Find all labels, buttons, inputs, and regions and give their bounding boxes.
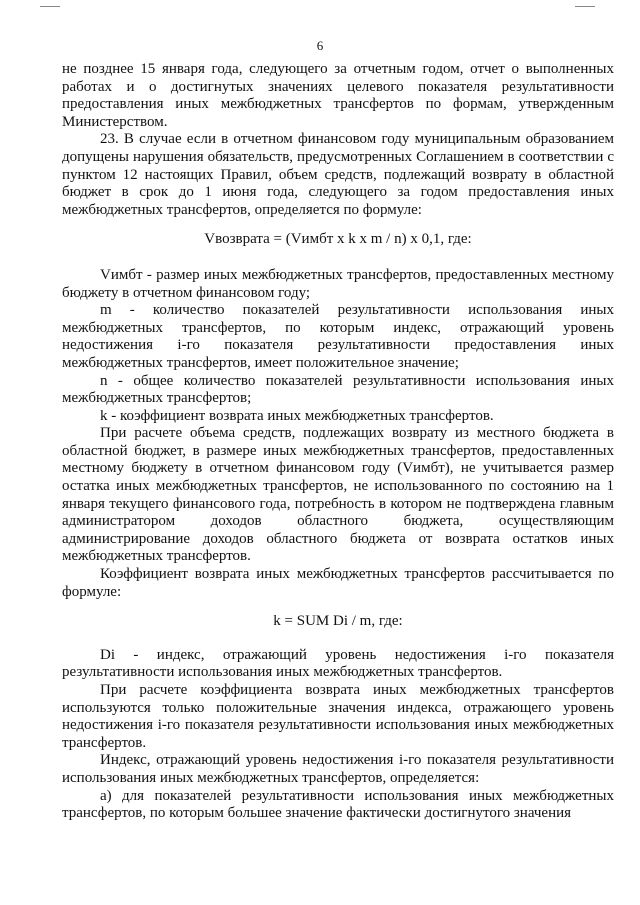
page-number: 6	[316, 38, 324, 53]
formula-coefficient: k = SUM Di / m, где:	[273, 613, 403, 630]
scan-edge-mark-right	[575, 6, 595, 7]
paragraph-coefficient-intro: Коэффициент возврата иных межбюджетных трансфертов рассчитывается по формуле:	[62, 566, 614, 600]
paragraph-positive-values: При расчете коэффициента возврата иных межбюджетных трансфертов используются только положительные значения индекса, отражающего уровень недостижения i-го показателя результативности использования иных межбюджетных трансфертов.	[62, 682, 614, 751]
paragraph-index-definition: Индекс, отражающий уровень недостижения i-го показателя результативности использования иных межбюджетных трансфертов, определяется:	[62, 752, 614, 786]
paragraph-continuation: не позднее 15 января года, следующего за отчетным годом, отчет о выполненных работах и о достигнутых значениях целевого показателя результативности предоставления иных межбюджетных трансфертов по формам, утвержденным Министерством.	[62, 61, 614, 130]
scan-edge-mark-left	[40, 6, 60, 7]
formula-refund-volume: Vвозврата = (Vимбт x k x m / n) x 0,1, где:	[204, 231, 472, 248]
definition-di: Di - индекс, отражающий уровень недостижения i-го показателя результативности использования иных межбюджетных трансфертов.	[62, 646, 614, 681]
definition-k: k - коэффициент возврата иных межбюджетных трансфертов.	[100, 407, 494, 424]
definition-vimbt: Vимбт - размер иных межбюджетных трансфертов, предоставленных местному бюджету в отчетном финансовом году;	[62, 266, 614, 301]
document-body	[62, 61, 614, 823]
definition-m: m - количество показателей результативности использования иных межбюджетных трансфертов, по которым индекс, отражающий уровень недостижения i-го показателя результативности предоставления иных межбюджетных трансфертов, имеет положительное значение;	[62, 302, 614, 371]
definition-n: n - общее количество показателей результативности использования иных межбюджетных трансфертов;	[62, 372, 614, 407]
paragraph-clause-23: 23. В случае если в отчетном финансовом году муниципальным образованием допущены нарушения обязательств, предусмотренных Соглашением в соответствии с пунктом 12 настоящих Правил, объем средств, подлежащий возврату в областной бюджет в срок до 1 июня года, следующего за годом предоставления иных межбюджетных трансфертов, определяется по формуле:	[62, 131, 614, 218]
paragraph-item-a: а) для показателей результативности использования иных межбюджетных трансфертов, по которым большее значение фактически достигнутого значения	[62, 787, 614, 822]
paragraph-calculation-note: При расчете объема средств, подлежащих возврату из местного бюджета в областной бюджет, в размере иных межбюджетных трансфертов, предоставленных местному бюджету в отчетном финансовом году (Vимбт), не учитывается размер остатка иных межбюджетных трансфертов, не использованного по состоянию на 1 января текущего финансового года, потребность в котором не подтверждена главным администратором доходов областного бюджета, осуществляющим администрирование доходов областного бюджета от возврата остатков иных межбюджетных трансфертов.	[62, 425, 614, 565]
